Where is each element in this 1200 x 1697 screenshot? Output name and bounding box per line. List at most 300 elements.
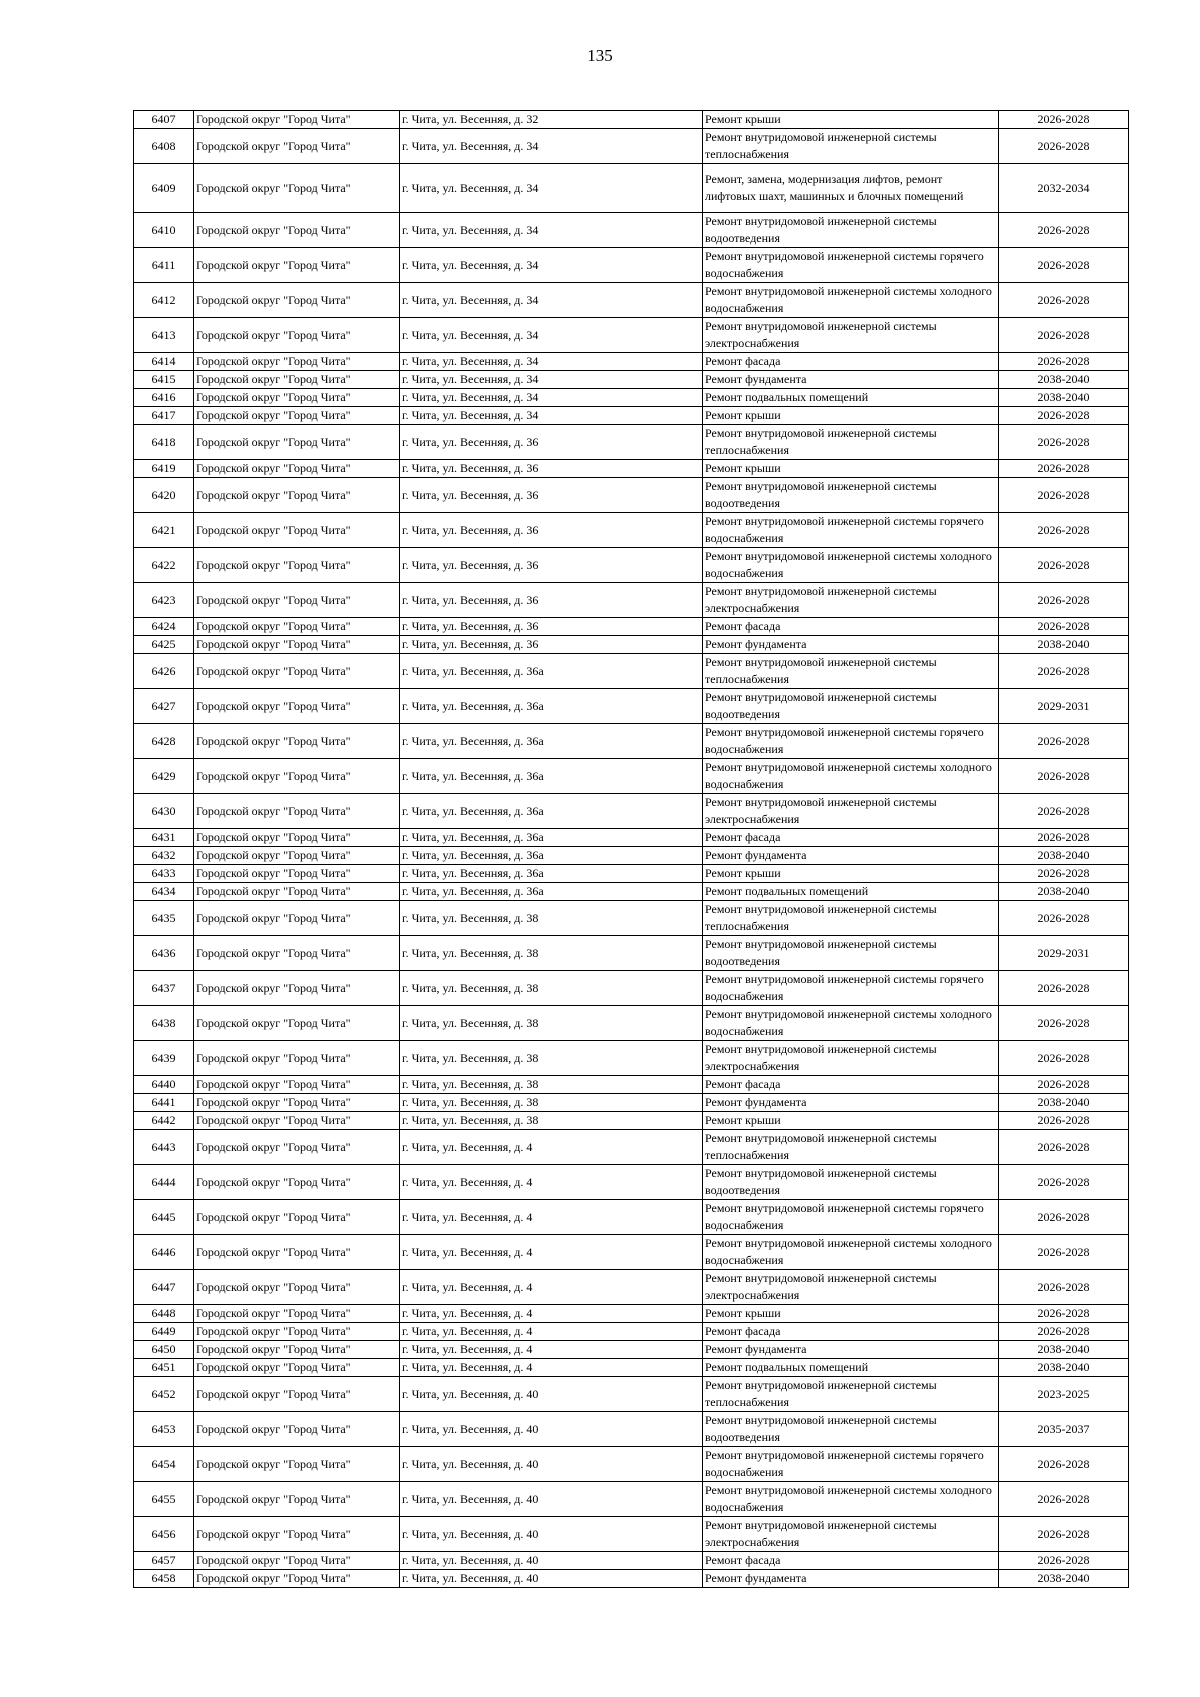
row-number: 6415	[134, 371, 194, 389]
address-cell: г. Чита, ул. Весенняя, д. 38	[400, 936, 703, 971]
row-number: 6444	[134, 1165, 194, 1200]
period-cell: 2026-2028	[999, 1130, 1129, 1165]
municipality-cell: Городской округ "Город Чита"	[194, 618, 400, 636]
period-cell: 2026-2028	[999, 283, 1129, 318]
row-number: 6458	[134, 1570, 194, 1588]
period-cell: 2026-2028	[999, 1323, 1129, 1341]
period-cell: 2026-2028	[999, 794, 1129, 829]
address-cell: г. Чита, ул. Весенняя, д. 36	[400, 478, 703, 513]
table-row	[134, 1270, 1129, 1305]
municipality-cell: Городской округ "Город Чита"	[194, 936, 400, 971]
row-number: 6455	[134, 1482, 194, 1517]
address-cell: г. Чита, ул. Весенняя, д. 40	[400, 1447, 703, 1482]
row-number: 6451	[134, 1359, 194, 1377]
row-number: 6439	[134, 1041, 194, 1076]
municipality-cell: Городской округ "Город Чита"	[194, 407, 400, 425]
work-type-cell: Ремонт крыши	[703, 111, 999, 129]
row-number: 6449	[134, 1323, 194, 1341]
address-cell: г. Чита, ул. Весенняя, д. 40	[400, 1412, 703, 1447]
address-cell: г. Чита, ул. Весенняя, д. 38	[400, 1094, 703, 1112]
row-number: 6427	[134, 689, 194, 724]
table-row	[134, 1041, 1129, 1076]
address-cell: г. Чита, ул. Весенняя, д. 36	[400, 513, 703, 548]
address-cell: г. Чита, ул. Весенняя, д. 34	[400, 283, 703, 318]
address-cell: г. Чита, ул. Весенняя, д. 38	[400, 901, 703, 936]
address-cell: г. Чита, ул. Весенняя, д. 38	[400, 1076, 703, 1094]
address-cell: г. Чита, ул. Весенняя, д. 36	[400, 618, 703, 636]
municipality-cell: Городской округ "Город Чита"	[194, 1235, 400, 1270]
work-type-cell: Ремонт внутридомовой инженерной системы холодного водоснабжения	[703, 1482, 999, 1517]
repair-schedule-table	[133, 110, 1129, 1588]
municipality-cell: Городской округ "Город Чита"	[194, 1482, 400, 1517]
row-number: 6423	[134, 583, 194, 618]
address-cell: г. Чита, ул. Весенняя, д. 36а	[400, 654, 703, 689]
table-row	[134, 1359, 1129, 1377]
row-number: 6448	[134, 1305, 194, 1323]
row-number: 6422	[134, 548, 194, 583]
municipality-cell: Городской округ "Город Чита"	[194, 1341, 400, 1359]
work-type-cell: Ремонт фасада	[703, 1552, 999, 1570]
row-number: 6435	[134, 901, 194, 936]
table-row	[134, 353, 1129, 371]
table-row	[134, 111, 1129, 129]
row-number: 6425	[134, 636, 194, 654]
period-cell: 2026-2028	[999, 1112, 1129, 1130]
municipality-cell: Городской округ "Город Чита"	[194, 1552, 400, 1570]
municipality-cell: Городской округ "Город Чита"	[194, 478, 400, 513]
work-type-cell: Ремонт внутридомовой инженерной системы теплоснабжения	[703, 654, 999, 689]
work-type-cell: Ремонт подвальных помещений	[703, 883, 999, 901]
table-row	[134, 407, 1129, 425]
address-cell: г. Чита, ул. Весенняя, д. 4	[400, 1323, 703, 1341]
row-number: 6454	[134, 1447, 194, 1482]
row-number: 6416	[134, 389, 194, 407]
row-number: 6410	[134, 213, 194, 248]
period-cell: 2026-2028	[999, 1235, 1129, 1270]
address-cell: г. Чита, ул. Весенняя, д. 40	[400, 1552, 703, 1570]
address-cell: г. Чита, ул. Весенняя, д. 34	[400, 318, 703, 353]
table-row	[134, 129, 1129, 164]
table-row	[134, 213, 1129, 248]
address-cell: г. Чита, ул. Весенняя, д. 34	[400, 164, 703, 213]
row-number: 6442	[134, 1112, 194, 1130]
work-type-cell: Ремонт внутридомовой инженерной системы холодного водоснабжения	[703, 548, 999, 583]
period-cell: 2038-2040	[999, 1570, 1129, 1588]
work-type-cell: Ремонт подвальных помещений	[703, 389, 999, 407]
table-row	[134, 283, 1129, 318]
municipality-cell: Городской округ "Город Чита"	[194, 1359, 400, 1377]
period-cell: 2029-2031	[999, 936, 1129, 971]
row-number: 6457	[134, 1552, 194, 1570]
period-cell: 2032-2034	[999, 164, 1129, 213]
address-cell: г. Чита, ул. Весенняя, д. 36а	[400, 724, 703, 759]
row-number: 6424	[134, 618, 194, 636]
address-cell: г. Чита, ул. Весенняя, д. 32	[400, 111, 703, 129]
period-cell: 2026-2028	[999, 1165, 1129, 1200]
work-type-cell: Ремонт внутридомовой инженерной системы холодного водоснабжения	[703, 1006, 999, 1041]
address-cell: г. Чита, ул. Весенняя, д. 38	[400, 1006, 703, 1041]
period-cell: 2029-2031	[999, 689, 1129, 724]
table-row	[134, 689, 1129, 724]
period-cell: 2026-2028	[999, 1517, 1129, 1552]
address-cell: г. Чита, ул. Весенняя, д. 34	[400, 353, 703, 371]
period-cell: 2026-2028	[999, 1076, 1129, 1094]
row-number: 6413	[134, 318, 194, 353]
work-type-cell: Ремонт внутридомовой инженерной системы водоотведения	[703, 936, 999, 971]
period-cell: 2026-2028	[999, 1482, 1129, 1517]
row-number: 6440	[134, 1076, 194, 1094]
municipality-cell: Городской округ "Город Чита"	[194, 1006, 400, 1041]
address-cell: г. Чита, ул. Весенняя, д. 36	[400, 548, 703, 583]
table-row	[134, 847, 1129, 865]
work-type-cell: Ремонт внутридомовой инженерной системы горячего водоснабжения	[703, 1200, 999, 1235]
municipality-cell: Городской округ "Город Чита"	[194, 1517, 400, 1552]
work-type-cell: Ремонт фундамента	[703, 1094, 999, 1112]
table-row	[134, 901, 1129, 936]
work-type-cell: Ремонт внутридомовой инженерной системы холодного водоснабжения	[703, 1235, 999, 1270]
work-type-cell: Ремонт внутридомовой инженерной системы теплоснабжения	[703, 129, 999, 164]
table-row	[134, 318, 1129, 353]
table-row	[134, 829, 1129, 847]
period-cell: 2026-2028	[999, 460, 1129, 478]
work-type-cell: Ремонт внутридомовой инженерной системы электроснабжения	[703, 583, 999, 618]
municipality-cell: Городской округ "Город Чита"	[194, 1447, 400, 1482]
municipality-cell: Городской округ "Город Чита"	[194, 1112, 400, 1130]
period-cell: 2026-2028	[999, 407, 1129, 425]
row-number: 6432	[134, 847, 194, 865]
table-row	[134, 248, 1129, 283]
work-type-cell: Ремонт подвальных помещений	[703, 1359, 999, 1377]
address-cell: г. Чита, ул. Весенняя, д. 40	[400, 1377, 703, 1412]
address-cell: г. Чита, ул. Весенняя, д. 40	[400, 1570, 703, 1588]
municipality-cell: Городской округ "Город Чита"	[194, 865, 400, 883]
table-row	[134, 513, 1129, 548]
period-cell: 2026-2028	[999, 583, 1129, 618]
row-number: 6414	[134, 353, 194, 371]
municipality-cell: Городской округ "Город Чита"	[194, 689, 400, 724]
municipality-cell: Городской округ "Город Чита"	[194, 371, 400, 389]
period-cell: 2026-2028	[999, 618, 1129, 636]
period-cell: 2026-2028	[999, 1552, 1129, 1570]
municipality-cell: Городской округ "Город Чита"	[194, 425, 400, 460]
period-cell: 2026-2028	[999, 724, 1129, 759]
table-row	[134, 1165, 1129, 1200]
period-cell: 2026-2028	[999, 353, 1129, 371]
period-cell: 2038-2040	[999, 389, 1129, 407]
row-number: 6445	[134, 1200, 194, 1235]
row-number: 6434	[134, 883, 194, 901]
table-row	[134, 1112, 1129, 1130]
work-type-cell: Ремонт крыши	[703, 460, 999, 478]
row-number: 6412	[134, 283, 194, 318]
address-cell: г. Чита, ул. Весенняя, д. 34	[400, 407, 703, 425]
row-number: 6453	[134, 1412, 194, 1447]
table-row	[134, 936, 1129, 971]
table-row	[134, 759, 1129, 794]
address-cell: г. Чита, ул. Весенняя, д. 34	[400, 389, 703, 407]
row-number: 6446	[134, 1235, 194, 1270]
municipality-cell: Городской округ "Город Чита"	[194, 1377, 400, 1412]
work-type-cell: Ремонт внутридомовой инженерной системы водоотведения	[703, 213, 999, 248]
municipality-cell: Городской округ "Город Чита"	[194, 513, 400, 548]
row-number: 6450	[134, 1341, 194, 1359]
period-cell: 2026-2028	[999, 1305, 1129, 1323]
address-cell: г. Чита, ул. Весенняя, д. 34	[400, 213, 703, 248]
period-cell: 2026-2028	[999, 248, 1129, 283]
address-cell: г. Чита, ул. Весенняя, д. 36	[400, 636, 703, 654]
work-type-cell: Ремонт фундамента	[703, 847, 999, 865]
work-type-cell: Ремонт фундамента	[703, 1570, 999, 1588]
municipality-cell: Городской округ "Город Чита"	[194, 164, 400, 213]
table-row	[134, 1200, 1129, 1235]
work-type-cell: Ремонт внутридомовой инженерной системы горячего водоснабжения	[703, 971, 999, 1006]
row-number: 6438	[134, 1006, 194, 1041]
period-cell: 2026-2028	[999, 865, 1129, 883]
table-body	[134, 111, 1129, 1588]
row-number: 6417	[134, 407, 194, 425]
period-cell: 2026-2028	[999, 759, 1129, 794]
address-cell: г. Чита, ул. Весенняя, д. 4	[400, 1359, 703, 1377]
work-type-cell: Ремонт крыши	[703, 1305, 999, 1323]
table-row	[134, 460, 1129, 478]
municipality-cell: Городской округ "Город Чита"	[194, 389, 400, 407]
address-cell: г. Чита, ул. Весенняя, д. 4	[400, 1130, 703, 1165]
period-cell: 2026-2028	[999, 513, 1129, 548]
work-type-cell: Ремонт внутридомовой инженерной системы холодного водоснабжения	[703, 283, 999, 318]
address-cell: г. Чита, ул. Весенняя, д. 36а	[400, 794, 703, 829]
work-type-cell: Ремонт внутридомовой инженерной системы электроснабжения	[703, 318, 999, 353]
table-row	[134, 1412, 1129, 1447]
work-type-cell: Ремонт фундамента	[703, 371, 999, 389]
period-cell: 2026-2028	[999, 901, 1129, 936]
municipality-cell: Городской округ "Город Чита"	[194, 847, 400, 865]
work-type-cell: Ремонт внутридомовой инженерной системы теплоснабжения	[703, 901, 999, 936]
municipality-cell: Городской округ "Город Чита"	[194, 971, 400, 1006]
row-number: 6452	[134, 1377, 194, 1412]
municipality-cell: Городской округ "Город Чита"	[194, 460, 400, 478]
address-cell: г. Чита, ул. Весенняя, д. 4	[400, 1270, 703, 1305]
municipality-cell: Городской округ "Город Чита"	[194, 829, 400, 847]
period-cell: 2038-2040	[999, 371, 1129, 389]
table-row	[134, 618, 1129, 636]
municipality-cell: Городской округ "Город Чита"	[194, 901, 400, 936]
table-row	[134, 371, 1129, 389]
table-row	[134, 1323, 1129, 1341]
municipality-cell: Городской округ "Город Чита"	[194, 1130, 400, 1165]
municipality-cell: Городской округ "Город Чита"	[194, 1076, 400, 1094]
work-type-cell: Ремонт внутридомовой инженерной системы электроснабжения	[703, 794, 999, 829]
table-row	[134, 1076, 1129, 1094]
municipality-cell: Городской округ "Город Чита"	[194, 1094, 400, 1112]
municipality-cell: Городской округ "Город Чита"	[194, 548, 400, 583]
row-number: 6431	[134, 829, 194, 847]
table-row	[134, 1447, 1129, 1482]
table-row	[134, 164, 1129, 213]
period-cell: 2026-2028	[999, 548, 1129, 583]
period-cell: 2038-2040	[999, 636, 1129, 654]
address-cell: г. Чита, ул. Весенняя, д. 34	[400, 248, 703, 283]
municipality-cell: Городской округ "Город Чита"	[194, 318, 400, 353]
table-row	[134, 1552, 1129, 1570]
work-type-cell: Ремонт, замена, модернизация лифтов, ремонт лифтовых шахт, машинных и блочных помещений	[703, 164, 999, 213]
address-cell: г. Чита, ул. Весенняя, д. 4	[400, 1341, 703, 1359]
row-number: 6430	[134, 794, 194, 829]
address-cell: г. Чита, ул. Весенняя, д. 4	[400, 1235, 703, 1270]
row-number: 6428	[134, 724, 194, 759]
period-cell: 2026-2028	[999, 1270, 1129, 1305]
work-type-cell: Ремонт внутридомовой инженерной системы горячего водоснабжения	[703, 513, 999, 548]
municipality-cell: Городской округ "Город Чита"	[194, 759, 400, 794]
period-cell: 2026-2028	[999, 971, 1129, 1006]
work-type-cell: Ремонт внутридомовой инженерной системы теплоснабжения	[703, 1130, 999, 1165]
period-cell: 2026-2028	[999, 478, 1129, 513]
row-number: 6418	[134, 425, 194, 460]
municipality-cell: Городской округ "Город Чита"	[194, 654, 400, 689]
work-type-cell: Ремонт внутридомовой инженерной системы водоотведения	[703, 478, 999, 513]
period-cell: 2026-2028	[999, 425, 1129, 460]
row-number: 6426	[134, 654, 194, 689]
work-type-cell: Ремонт внутридомовой инженерной системы водоотведения	[703, 689, 999, 724]
row-number: 6408	[134, 129, 194, 164]
period-cell: 2038-2040	[999, 883, 1129, 901]
table-row	[134, 1094, 1129, 1112]
municipality-cell: Городской округ "Город Чита"	[194, 1200, 400, 1235]
address-cell: г. Чита, ул. Весенняя, д. 36а	[400, 847, 703, 865]
address-cell: г. Чита, ул. Весенняя, д. 36а	[400, 829, 703, 847]
municipality-cell: Городской округ "Город Чита"	[194, 583, 400, 618]
table-row	[134, 1235, 1129, 1270]
period-cell: 2026-2028	[999, 1200, 1129, 1235]
table-row	[134, 1341, 1129, 1359]
period-cell: 2026-2028	[999, 111, 1129, 129]
row-number: 6436	[134, 936, 194, 971]
period-cell: 2026-2028	[999, 1041, 1129, 1076]
work-type-cell: Ремонт фасада	[703, 829, 999, 847]
table-row	[134, 883, 1129, 901]
table-row	[134, 724, 1129, 759]
row-number: 6411	[134, 248, 194, 283]
row-number: 6447	[134, 1270, 194, 1305]
address-cell: г. Чита, ул. Весенняя, д. 38	[400, 1112, 703, 1130]
row-number: 6409	[134, 164, 194, 213]
address-cell: г. Чита, ул. Весенняя, д. 40	[400, 1482, 703, 1517]
row-number: 6433	[134, 865, 194, 883]
address-cell: г. Чита, ул. Весенняя, д. 38	[400, 971, 703, 1006]
row-number: 6419	[134, 460, 194, 478]
table-row	[134, 1305, 1129, 1323]
period-cell: 2038-2040	[999, 847, 1129, 865]
municipality-cell: Городской округ "Город Чита"	[194, 883, 400, 901]
table-row	[134, 548, 1129, 583]
period-cell: 2038-2040	[999, 1359, 1129, 1377]
table-row	[134, 1570, 1129, 1588]
work-type-cell: Ремонт фундамента	[703, 1341, 999, 1359]
address-cell: г. Чита, ул. Весенняя, д. 34	[400, 129, 703, 164]
municipality-cell: Городской округ "Город Чита"	[194, 1270, 400, 1305]
period-cell: 2026-2028	[999, 1447, 1129, 1482]
municipality-cell: Городской округ "Город Чита"	[194, 1570, 400, 1588]
work-type-cell: Ремонт фасада	[703, 353, 999, 371]
municipality-cell: Городской округ "Город Чита"	[194, 129, 400, 164]
municipality-cell: Городской округ "Город Чита"	[194, 248, 400, 283]
table-row	[134, 865, 1129, 883]
table-row	[134, 389, 1129, 407]
municipality-cell: Городской округ "Город Чита"	[194, 1041, 400, 1076]
address-cell: г. Чита, ул. Весенняя, д. 4	[400, 1305, 703, 1323]
table-row	[134, 583, 1129, 618]
period-cell: 2026-2028	[999, 318, 1129, 353]
table-row	[134, 971, 1129, 1006]
table-row	[134, 1517, 1129, 1552]
page-number: 135	[587, 46, 613, 65]
work-type-cell: Ремонт внутридомовой инженерной системы холодного водоснабжения	[703, 759, 999, 794]
row-number: 6429	[134, 759, 194, 794]
address-cell: г. Чита, ул. Весенняя, д. 36а	[400, 759, 703, 794]
row-number: 6456	[134, 1517, 194, 1552]
work-type-cell: Ремонт крыши	[703, 865, 999, 883]
address-cell: г. Чита, ул. Весенняя, д. 38	[400, 1041, 703, 1076]
table-row	[134, 794, 1129, 829]
work-type-cell: Ремонт внутридомовой инженерной системы электроснабжения	[703, 1517, 999, 1552]
municipality-cell: Городской округ "Город Чита"	[194, 213, 400, 248]
period-cell: 2026-2028	[999, 654, 1129, 689]
municipality-cell: Городской округ "Город Чита"	[194, 794, 400, 829]
municipality-cell: Городской округ "Город Чита"	[194, 1305, 400, 1323]
row-number: 6441	[134, 1094, 194, 1112]
work-type-cell: Ремонт внутридомовой инженерной системы горячего водоснабжения	[703, 1447, 999, 1482]
row-number: 6420	[134, 478, 194, 513]
work-type-cell: Ремонт внутридомовой инженерной системы горячего водоснабжения	[703, 724, 999, 759]
work-type-cell: Ремонт внутридомовой инженерной системы горячего водоснабжения	[703, 248, 999, 283]
period-cell: 2026-2028	[999, 213, 1129, 248]
work-type-cell: Ремонт фундамента	[703, 636, 999, 654]
municipality-cell: Городской округ "Город Чита"	[194, 1165, 400, 1200]
table-row	[134, 1130, 1129, 1165]
period-cell: 2026-2028	[999, 829, 1129, 847]
row-number: 6437	[134, 971, 194, 1006]
table-row	[134, 1377, 1129, 1412]
municipality-cell: Городской округ "Город Чита"	[194, 353, 400, 371]
address-cell: г. Чита, ул. Весенняя, д. 36	[400, 583, 703, 618]
address-cell: г. Чита, ул. Весенняя, д. 34	[400, 371, 703, 389]
period-cell: 2038-2040	[999, 1094, 1129, 1112]
municipality-cell: Городской округ "Город Чита"	[194, 1323, 400, 1341]
address-cell: г. Чита, ул. Весенняя, д. 36а	[400, 883, 703, 901]
work-type-cell: Ремонт фасада	[703, 1076, 999, 1094]
address-cell: г. Чита, ул. Весенняя, д. 36	[400, 460, 703, 478]
table-row	[134, 478, 1129, 513]
period-cell: 2026-2028	[999, 129, 1129, 164]
address-cell: г. Чита, ул. Весенняя, д. 4	[400, 1165, 703, 1200]
municipality-cell: Городской округ "Город Чита"	[194, 111, 400, 129]
work-type-cell: Ремонт крыши	[703, 407, 999, 425]
work-type-cell: Ремонт внутридомовой инженерной системы электроснабжения	[703, 1270, 999, 1305]
work-type-cell: Ремонт внутридомовой инженерной системы электроснабжения	[703, 1041, 999, 1076]
work-type-cell: Ремонт фасада	[703, 618, 999, 636]
table-row	[134, 425, 1129, 460]
row-number: 6443	[134, 1130, 194, 1165]
municipality-cell: Городской округ "Город Чита"	[194, 636, 400, 654]
work-type-cell: Ремонт крыши	[703, 1112, 999, 1130]
period-cell: 2026-2028	[999, 1006, 1129, 1041]
municipality-cell: Городской округ "Город Чита"	[194, 283, 400, 318]
row-number: 6421	[134, 513, 194, 548]
row-number: 6407	[134, 111, 194, 129]
table-row	[134, 1006, 1129, 1041]
municipality-cell: Городской округ "Город Чита"	[194, 724, 400, 759]
period-cell: 2038-2040	[999, 1341, 1129, 1359]
table-row	[134, 636, 1129, 654]
